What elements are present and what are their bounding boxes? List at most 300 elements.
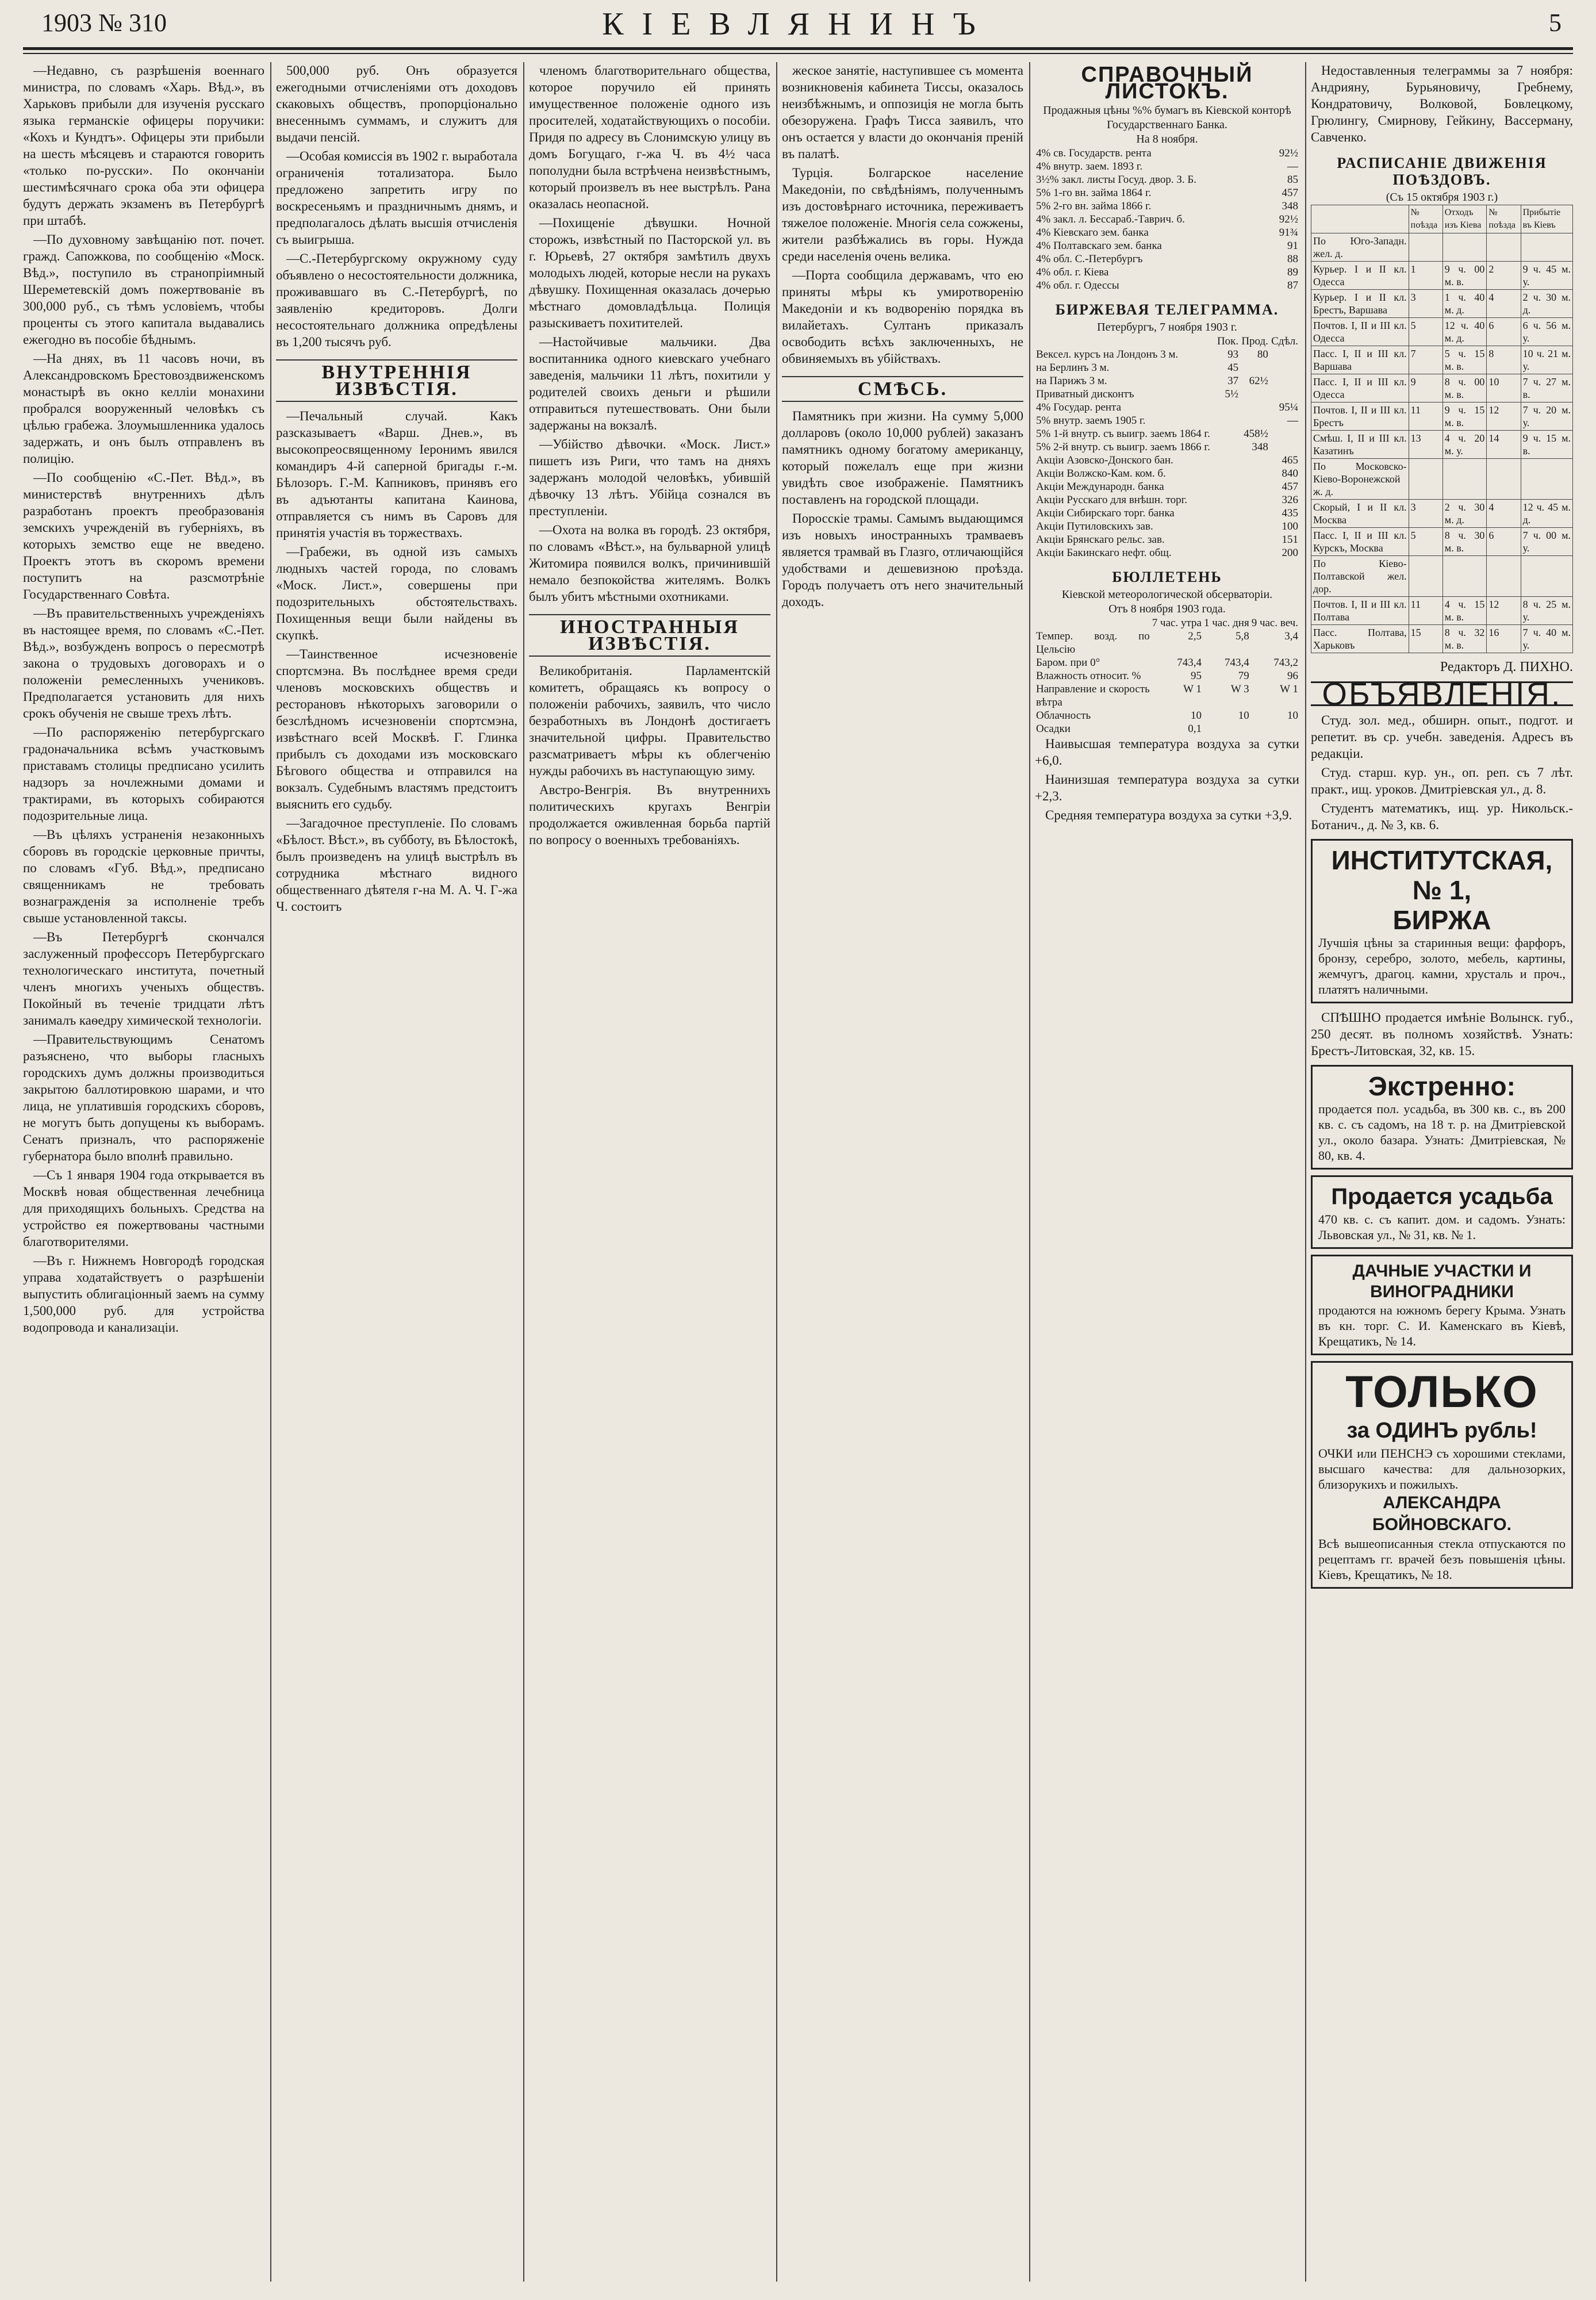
price-row <box>1035 186 1299 200</box>
train-route: Курьер. I и II кл. Брестъ, Варшава <box>1311 290 1409 318</box>
security-name: 4% внутр. заем. 1893 г. <box>1036 160 1143 172</box>
bourse-row <box>1035 348 1299 361</box>
bourse-value: 95¼ <box>1279 401 1298 413</box>
schedule-col-header: № поѣзда <box>1409 205 1442 233</box>
issue-number: 1903 № 310 <box>41 9 167 37</box>
bourse-value <box>1215 401 1240 414</box>
train-cell: 3 <box>1409 290 1442 318</box>
train-cell: 9 <box>1409 374 1442 402</box>
security-price: 85 <box>1287 174 1298 186</box>
bourse-value <box>1215 480 1240 493</box>
article-paragraph: —Охота на волка въ городѣ. 23 октября, по словамъ «Вѣст.», на бульварной улицѣ Житомира появился волкъ, причинившій немало безпокойства жителямъ. Волкъ былъ убитъ мѣстными охотниками. <box>529 523 770 604</box>
train-route: Скорый, I и II кл. Москва <box>1311 500 1409 528</box>
train-cell: 16 <box>1487 625 1521 653</box>
bulletin-value: 79 <box>1238 670 1249 682</box>
bulletin-value <box>1203 722 1250 735</box>
bourse-date: Петербургъ, 7 ноября 1903 г. <box>1097 321 1237 334</box>
train-cell: 7 ч. 00 м. у. <box>1521 528 1572 556</box>
schedule-row <box>1311 556 1573 597</box>
bourse-row <box>1035 361 1299 374</box>
train-route: Почтов. I, II и III кл. Брестъ <box>1311 402 1409 431</box>
bourse-name: на Парижъ 3 м. <box>1036 375 1107 387</box>
only-title: ТОЛЬКО <box>1345 1366 1539 1417</box>
article-paragraph: —По сообщенію «С.-Пет. Вѣд.», въ министерствѣ внутреннихъ дѣлъ разработанъ проектъ преобразованія земскихъ учрежденій въ губерніяхъ, въ которыхъ земство еще не введено. Проектъ этотъ въ скоромъ времени поступитъ на разсмотрѣніе Государственнаго Совѣта. <box>23 470 264 601</box>
bourse-name: 5% 2-й внутр. съ выигр. заемъ 1866 г. <box>1036 441 1210 453</box>
article-paragraph: —Порта сообщила державамъ, что ею приняты мѣры къ умиротворенію Македоніи и къ водворенію порядка въ вилайетахъ. Султанъ приказалъ освободить всѣхъ заключенныхъ, не обвиняемыхъ въ убійствахъ. <box>782 268 1023 366</box>
train-cell <box>1487 233 1521 262</box>
securities-price-table <box>1035 147 1299 292</box>
institutskaya-ad <box>1311 839 1573 1003</box>
train-cell: 4 <box>1487 290 1521 318</box>
bulletin-header-row <box>1035 616 1299 630</box>
train-route: По Юго-Западн. жел. д. <box>1311 233 1409 262</box>
security-name: 5% 1-го вн. займа 1864 г. <box>1036 187 1152 199</box>
bulletin-value: W 3 <box>1230 683 1249 695</box>
train-cell: 2 ч. 30 м. д. <box>1521 290 1572 318</box>
column-divider <box>270 62 271 2282</box>
bourse-value <box>1215 546 1240 559</box>
bulletin-row <box>1035 630 1299 656</box>
bourse-value <box>1240 493 1269 507</box>
schedule-row <box>1311 346 1573 374</box>
article-paragraph: Австро-Венгрія. Въ внутреннихъ политическихъ кругахъ Венгріи продолжается оживленная борьба партій по вопросу о военныхъ требованіяхъ. <box>529 783 770 847</box>
bulletin-param: Темпер. возд. по Цельсію <box>1036 630 1150 656</box>
urgent-text: продается пол. усадьба, въ 300 кв. с., въ 200 кв. с. съ садомъ, на 18 т. р. на Дмитріевской ул., около базара. Узнать: Дмитріевская, № 80, кв. 4. <box>1318 1102 1566 1163</box>
security-price: 457 <box>1282 187 1298 199</box>
bourse-name: Акціи Путиловскихъ зав. <box>1036 520 1153 532</box>
train-cell: 9 ч. 00 м. в. <box>1442 262 1487 290</box>
bourse-value <box>1240 533 1269 546</box>
classified-ad: Студентъ математикъ, ищ. ур. Никольск.-Ботанич., д. № 3, кв. 6. <box>1311 801 1573 832</box>
bourse-value: 100 <box>1282 520 1298 532</box>
section-heading: ВНУТРЕННІЯ ИЗВѢСТІЯ. <box>276 359 517 402</box>
bourse-row <box>1035 533 1299 546</box>
bulletin-value: 10 <box>1287 710 1298 722</box>
article-paragraph: —Загадочное преступленіе. По словамъ «Бѣлост. Вѣст.», въ субботу, въ Бѣлостокѣ, былъ произведенъ на улицѣ выстрѣлъ въ сотрудника мѣстнаго видного общественнаго дѣятеля г-на М. А. Ч. Г-жа Ч. состоитъ <box>276 816 517 914</box>
bulletin-note: Наинизшая температура воздуха за сутки +2,3. <box>1035 772 1299 803</box>
train-route: Курьер. I и II кл. Одесса <box>1311 262 1409 290</box>
page-number: 5 <box>1549 9 1562 37</box>
train-cell <box>1409 459 1442 500</box>
bourse-row <box>1035 493 1299 507</box>
bourse-name: на Берлинъ 3 м. <box>1036 362 1110 374</box>
price-row <box>1035 173 1299 186</box>
train-route: Пасс. Полтава, Харьковъ <box>1311 625 1409 653</box>
train-cell: 14 <box>1487 431 1521 459</box>
train-route: Пасс. I, II и III кл. Варшава <box>1311 346 1409 374</box>
train-cell: 3 <box>1409 500 1442 528</box>
estate-ad <box>1311 1175 1573 1249</box>
undelivered-telegrams: Недоставленныя телеграммы за 7 ноября: Андрияну, Бурьяновичу, Гребнему, Кондратовичу, Волковой, Бовлецкому, Грюлингу, Смирнову, Гейкину, Вассерману, Савченко. <box>1311 63 1573 144</box>
bourse-value <box>1240 388 1269 401</box>
column-divider <box>1305 62 1306 2282</box>
train-cell: 6 ч. 56 м. у. <box>1521 318 1572 346</box>
train-cell <box>1487 459 1521 500</box>
bourse-value <box>1215 454 1240 467</box>
article-paragraph: —Правительствующимъ Сенатомъ разъяснено, что выборы гласныхъ городскихъ думъ должны производиться закрытою баллотировкою шарами, и что лица, не уплатившія городскихъ сборовъ, не могутъ быть допущены къ выборамъ. Сенатъ призналъ, что распоряженіе губернатора было вполнѣ правильно. <box>23 1032 264 1163</box>
bourse-row <box>1035 374 1299 388</box>
security-price: 92½ <box>1279 147 1298 159</box>
train-cell <box>1409 233 1442 262</box>
article-paragraph: членомъ благотворительнаго общества, которое поручило ей принять имущественное положеніе одного изъ просителей, ходатайствующихъ о пособіи. Придя по адресу въ Слонимскую улицу въ домъ Богущаго, г-жа Ч. въ 4½ часа пополудни была встрѣчена неизвѣстнымъ, который произвелъ въ нее выстрѣлъ. Рана оказалась неопасной. <box>529 63 770 211</box>
article-paragraph: 500,000 руб. Онъ образуется ежегодными отчисленіями отъ доходовъ скаковыхъ обществъ, пропорціонально внесеннымъ суммамъ, и служитъ для выдачи пенсій. <box>276 63 517 144</box>
bourse-row <box>1035 520 1299 533</box>
security-name: 5% 2-го вн. займа 1866 г. <box>1036 200 1152 212</box>
bulletin-date: Отъ 8 ноября 1903 года. <box>1108 603 1226 615</box>
train-cell <box>1487 556 1521 597</box>
bourse-value <box>1215 493 1240 507</box>
train-cell: 7 ч. 27 м. в. <box>1521 374 1572 402</box>
train-route: Пасс. I, II и III кл. Курскъ, Москва <box>1311 528 1409 556</box>
urgent-estate-ad: СПѢШНО продается имѣніе Волынск. губ., 250 десят. въ полномъ хозяйствѣ. Узнать: Брестъ-Литовская, 32, кв. 15. <box>1311 1010 1573 1058</box>
bourse-row <box>1035 507 1299 520</box>
train-cell: 13 <box>1409 431 1442 459</box>
train-cell: 7 <box>1409 346 1442 374</box>
bourse-value <box>1240 546 1269 559</box>
bourse-name: Акціи Сибирскаго торг. банка <box>1036 507 1175 519</box>
security-name: 4% Кіевскаго зем. банка <box>1036 227 1149 239</box>
bourse-title: БИРЖЕВАЯ ТЕЛЕГРАММА. <box>1055 301 1279 318</box>
train-cell: 2 <box>1487 262 1521 290</box>
column-2 <box>276 62 517 2282</box>
train-cell: 8 ч. 32 м. в. <box>1442 625 1487 653</box>
dachas-ad <box>1311 1255 1573 1355</box>
security-price: 89 <box>1287 266 1298 278</box>
bourse-value: 37 <box>1227 375 1239 387</box>
train-cell: 12 ч. 40 м. д. <box>1442 318 1487 346</box>
bourse-table <box>1035 335 1299 559</box>
bourse-value: 457 <box>1282 481 1298 493</box>
schedule-row <box>1311 318 1573 346</box>
bourse-value <box>1269 388 1299 401</box>
urgent-ad <box>1311 1065 1573 1170</box>
section-heading: ИНОСТРАННЫЯ ИЗВѢСТІЯ. <box>529 614 770 657</box>
column-3 <box>529 62 770 2282</box>
schedule-row <box>1311 431 1573 459</box>
train-route: Почтов. I, II и III кл. Одесса <box>1311 318 1409 346</box>
bourse-value <box>1215 533 1240 546</box>
security-name: 4% Полтавскаго зем. банка <box>1036 240 1162 252</box>
train-cell <box>1442 459 1487 500</box>
bulletin-row <box>1035 656 1299 669</box>
train-cell <box>1442 556 1487 597</box>
bulletin-value: 96 <box>1287 670 1298 682</box>
bulletin-value: W 1 <box>1280 683 1298 695</box>
weather-bulletin-table <box>1035 616 1299 735</box>
bourse-value: 326 <box>1282 494 1298 506</box>
train-cell: 12 <box>1487 597 1521 625</box>
schedule-col-header: Отходъ изъ Кіева <box>1442 205 1487 233</box>
price-row <box>1035 226 1299 239</box>
bourse-value <box>1269 427 1299 440</box>
schedule-row <box>1311 459 1573 500</box>
classified-ads <box>1311 712 1573 833</box>
price-row <box>1035 266 1299 279</box>
train-cell: 11 <box>1409 597 1442 625</box>
bourse-value <box>1269 374 1299 388</box>
article-paragraph: —Настойчивые мальчики. Два воспитанника одного киевскаго учебнаго заведенія, мальчики 11 лѣтъ, похитили у родителей своихъ деньги и рѣшили отправиться путешествовать. Они были задержаны на вокзалѣ. <box>529 335 770 432</box>
reference-column <box>1035 62 1299 2282</box>
security-price: 91 <box>1287 240 1298 252</box>
article-paragraph: —С.-Петербургскому окружному суду объявлено о несостоятельности должника, проживавшаго въ С.-Петербургѣ, по заявленію кредиторовъ. Долги несостоятельнаго должника опредѣлены въ 1,200 тысячъ руб. <box>276 251 517 349</box>
dachas-title: ДАЧНЫЕ УЧАСТКИ И ВИНОГРАДНИКИ <box>1352 1262 1532 1301</box>
bourse-row <box>1035 467 1299 480</box>
column-divider <box>523 62 524 2282</box>
article-paragraph: —Особая комиссія въ 1902 г. выработала ограниченія тотализатора. Было предложено запретить игру по воскресеньямъ и праздничнымъ днямъ, и предполагалось дѣлать высшія отчисленія съ выигрыша. <box>276 149 517 247</box>
bulletin-note: Наивысшая температура воздуха за сутки +6,0. <box>1035 737 1299 768</box>
price-row <box>1035 213 1299 226</box>
train-cell: 15 <box>1409 625 1442 653</box>
train-route: Почтов. I, II и III кл. Полтава <box>1311 597 1409 625</box>
security-name: 4% обл. г. Одессы <box>1036 279 1119 292</box>
bourse-value: 151 <box>1282 534 1298 546</box>
price-row <box>1035 160 1299 173</box>
bourse-value <box>1215 440 1240 454</box>
article-paragraph: —На днях, въ 11 часовъ ночи, въ Александровскомъ Брестовоздвиженскомъ монастырѣ въ окно келліи монахини пробрался вооруженный человѣкъ съ цѣлью грабежа. Злоумышленника удалось задержать, и онъ былъ отправленъ въ полицію. <box>23 351 264 466</box>
bourse-value <box>1269 361 1299 374</box>
schedule-row <box>1311 233 1573 262</box>
price-row <box>1035 279 1299 292</box>
bulletin-param: Направление и скорость вѣтра <box>1036 683 1150 708</box>
only-subtitle: за ОДИНЪ рубль! <box>1346 1419 1537 1443</box>
bourse-row <box>1035 401 1299 414</box>
security-price: 348 <box>1282 200 1298 212</box>
column-1 <box>23 62 264 2282</box>
article-paragraph: Поросскіе трамы. Самымъ выдающимся изъ новыхъ иностранныхъ трамваевъ является трамвай въ Глазго, отличающійся удобствами и дешевизною проѣзда. Городъ получаетъ отъ него значительный доходъ. <box>782 511 1023 609</box>
bourse-value: 5½ <box>1225 388 1239 400</box>
security-price: — <box>1287 160 1298 172</box>
bulletin-value: 743,4 <box>1177 657 1202 669</box>
schedule-title: РАСПИСАНІЕ ДВИЖЕНІЯ ПОѢЗДОВЪ. <box>1337 155 1547 188</box>
train-cell: 10 <box>1487 374 1521 402</box>
bulletin-value: 10 <box>1190 710 1202 722</box>
bourse-value: 348 <box>1252 441 1268 453</box>
security-name: 3½% закл. листы Госуд. двор. З. Б. <box>1036 174 1197 186</box>
bourse-col-header: Прод. <box>1241 335 1268 347</box>
article-paragraph: —Таинственное исчезновеніе спортсмэна. Въ послѣднее время среди членовъ московскихъ обществъ и ресторановъ нѣкоторыхъ заговорили о безслѣдномъ исчезновеніи спортсмэна, извѣстнаго всей Москвѣ. Г. Глинка прибылъ съ доходами изъ московскаго Бѣгового общества и отправился на вокзалъ. Судебнымъ властямъ предстоитъ выяснить его судьбу. <box>276 647 517 811</box>
schedule-row <box>1311 500 1573 528</box>
train-cell: 9 ч. 15 м. в. <box>1521 431 1572 459</box>
bulletin-value: W 1 <box>1183 683 1202 695</box>
schedule-row <box>1311 402 1573 431</box>
bourse-value <box>1269 440 1299 454</box>
bulletin-value: 743,4 <box>1224 657 1249 669</box>
bourse-value <box>1240 401 1269 414</box>
bourse-name: Акціи Азовско-Донского бан. <box>1036 454 1173 466</box>
bulletin-value <box>1250 722 1299 735</box>
security-name: 4% закл. л. Бессараб.-Таврич. б. <box>1036 213 1185 225</box>
bourse-value <box>1215 520 1240 533</box>
bourse-name: Акціи Международн. банка <box>1036 481 1164 493</box>
bourse-value: 840 <box>1282 467 1298 480</box>
security-price: 88 <box>1287 253 1298 265</box>
institutskaya-text: Лучшія цѣны за старинныя вещи: фарфоръ, бронзу, серебро, золото, мебель, картины, жемчугъ, драгоц. камни, хрусталь и проч., платятъ наличными. <box>1318 936 1566 996</box>
schedule-col-header: № поѣзда <box>1487 205 1521 233</box>
train-cell: 6 <box>1487 528 1521 556</box>
bourse-name: 5% 1-й внутр. съ выигр. заемъ 1864 г. <box>1036 428 1210 440</box>
bourse-value <box>1215 427 1240 440</box>
train-cell: 4 <box>1487 500 1521 528</box>
train-cell: 7 ч. 20 м. у. <box>1521 402 1572 431</box>
bourse-value <box>1240 414 1269 427</box>
estate-title: Продается усадьба <box>1331 1184 1553 1209</box>
only-text: ОЧКИ или ПЕНСНЭ съ хорошими стеклами, высшаго качества: для дальнозорких, близорукихъ и пожилыхъ. <box>1318 1446 1566 1492</box>
train-cell: 1 ч. 40 м. д. <box>1442 290 1487 318</box>
classified-ad: Студ. старш. кур. ун., оп. реп. съ 7 лѣт. практ., ищ. уроков. Дмитріевская ул., д. 8. <box>1311 765 1573 796</box>
bourse-col-header: Сдѣл. <box>1271 335 1298 347</box>
bourse-header-row <box>1035 335 1299 348</box>
bourse-name: 4% Государ. рента <box>1036 401 1122 413</box>
bulletin-row <box>1035 683 1299 709</box>
bourse-value: 435 <box>1282 507 1298 519</box>
bulletin-title: БЮЛЛЕТЕНЬ <box>1112 569 1222 585</box>
newspaper-title: КІЕВЛЯНИНЪ <box>602 6 994 42</box>
schedule-header-row <box>1311 205 1573 233</box>
price-row <box>1035 252 1299 266</box>
optician-text: Всѣ вышеописанныя стекла отпускаются по рецептамъ гг. врачей безъ повышенія цѣны. Кіевъ, Крещатикъ, № 18. <box>1318 1536 1566 1582</box>
train-cell: 8 <box>1487 346 1521 374</box>
train-cell: 9 ч. 45 м. у. <box>1521 262 1572 290</box>
article-paragraph: Памятникъ при жизни. На сумму 5,000 долларовъ (около 10,000 рублей) заказанъ памятникъ одному богатому американцу, который пожелалъ еще при жизни увидѣть свое изображеніе. Памятникъ поставленъ на городской площади. <box>782 409 1023 507</box>
article-paragraph: —Въ цѣляхъ устраненія незаконныхъ сборовъ въ городскіе церковные причты, по словамъ «Губ. Вѣд.», предписано священникамъ не требовать вознагражденія за исполненіе требъ свыше установленной таксы. <box>23 827 264 925</box>
article-paragraph: —По духовному завѣщанію пот. почет. гражд. Сапожкова, по сообщенію «Моск. Вѣд.», поступило въ странопріимный Шереметевскій домъ пожертвованіе въ 300,000 руб., съ тѣмъ условіемъ, чтобы проценты съ этого капитала выдавались ежегодно въ пособіе бѣднымъ. <box>23 232 264 347</box>
birzha-title: БИРЖА <box>1392 905 1491 935</box>
security-name: 4% св. Государств. рента <box>1036 147 1152 159</box>
bourse-row <box>1035 388 1299 401</box>
bourse-name: Вексел. курсъ на Лондонъ 3 м. <box>1036 348 1179 361</box>
bulletin-note: Средняя температура воздуха за сутки +3,9. <box>1045 808 1292 822</box>
bourse-row <box>1035 480 1299 493</box>
schedule-row <box>1311 528 1573 556</box>
security-price: 91¾ <box>1279 227 1298 239</box>
train-cell: 8 ч. 00 м. в. <box>1442 374 1487 402</box>
bourse-name: 5% внутр. заемъ 1905 г. <box>1036 415 1146 427</box>
editor-line: Редакторъ Д. ПИХНО. <box>1440 660 1573 674</box>
section-heading: СМѢСЬ. <box>782 376 1023 402</box>
train-cell: 1 <box>1409 262 1442 290</box>
bulletin-value: 2,5 <box>1188 630 1202 642</box>
bourse-value: 200 <box>1282 547 1298 559</box>
bulletin-value: 743,2 <box>1273 657 1298 669</box>
article-paragraph: —Въ г. Нижнемъ Новгородѣ городская управа ходатайствуетъ о разрѣшеніи выпустить облигаціонный заемъ на сумму 1,500,000 руб. для устройства водопровода и канализаціи. <box>23 1254 264 1335</box>
article-paragraph: —Грабежи, въ одной изъ самыхъ людныхъ частей города, по словамъ «Моск. Лист.», совершены при подозрительныхъ обстоятельствахъ. Похищенныя вещи были найдены въ скупкѣ. <box>276 545 517 642</box>
train-cell <box>1521 233 1572 262</box>
article-paragraph: —Съ 1 января 1904 года открывается въ Москвѣ новая общественная лечебница для приходящихъ больныхъ. Средства на устройство ея пожертвованы частными благотворителями. <box>23 1168 264 1249</box>
article-paragraph: —Недавно, съ разрѣшенія военнаго министра, по словамъ «Харь. Вѣд.», въ Харьковъ прибыли для изученія русскаго языка германскіе офицеры поручики: «Кохъ и Кундтъ». Офицеры эти прибыли на шесть мѣсяцевъ и стараются говорить «только по-русски». По окончаніи шестимѣсячнаго срока оба эти офицера будутъ держать экзаменъ въ Петербургѣ при штабѣ. <box>23 63 264 228</box>
schedule-subtitle: (Съ 15 октября 1903 г.) <box>1386 191 1498 204</box>
train-cell: 5 <box>1409 318 1442 346</box>
schedule-row <box>1311 290 1573 318</box>
train-route: Пасс. I, II и III кл. Одесса <box>1311 374 1409 402</box>
price-row <box>1035 147 1299 160</box>
bourse-value <box>1240 507 1269 520</box>
bourse-value <box>1215 414 1240 427</box>
bourse-row <box>1035 546 1299 559</box>
bourse-row <box>1035 427 1299 440</box>
estate-text: 470 кв. с. съ капит. дом. и садомъ. Узнать: Львовская ул., № 31, кв. № 1. <box>1318 1212 1566 1242</box>
bulletin-col-header: 1 час. дня <box>1203 617 1249 629</box>
bourse-value <box>1269 348 1299 361</box>
bourse-name: Приватный дисконтъ <box>1036 388 1134 400</box>
bourse-name: Акціи Волжско-Кам. ком. б. <box>1036 467 1166 480</box>
security-price: 92½ <box>1279 213 1298 225</box>
urgent-title: Экстренно: <box>1368 1071 1516 1101</box>
bourse-row <box>1035 454 1299 467</box>
bulletin-col-header: 7 час. утра <box>1152 617 1202 629</box>
bulletin-value: 3,4 <box>1284 630 1298 642</box>
bourse-value <box>1240 361 1269 374</box>
train-cell: 2 ч. 30 м. д. <box>1442 500 1487 528</box>
train-cell <box>1442 233 1487 262</box>
bulletin-subtitle: Кіевской метеорологической обсерваторіи. <box>1061 588 1273 601</box>
schedule-header-blank <box>1311 205 1409 233</box>
bourse-value: 45 <box>1227 362 1239 374</box>
article-paragraph: —По распоряженію петербургскаго градоначальника всѣмъ участковымъ приставамъ столицы предписано усилить надзоръ за ночлежными домами и трактирами, въ которыхъ собираются подозрительные лица. <box>23 725 264 823</box>
institutskaya-title: ИНСТИТУТСКАЯ, № 1, <box>1331 845 1553 905</box>
reference-title: СПРАВОЧНЫЙ ЛИСТОКЪ. <box>1081 63 1253 103</box>
article-paragraph: —Въ Петербургѣ скончался заслуженный профессоръ Петербургскаго технологическаго института, почетный членъ многихъ ученыхъ обществъ. Покойный въ теченіе тридцати лѣтъ занималъ каѳедру химической технологіи. <box>23 930 264 1028</box>
bulletin-param: Баром. при 0° <box>1036 657 1100 669</box>
bourse-name: Акціи Брянскаго рельс. зав. <box>1036 534 1165 546</box>
train-route: По Московско-Кіево-Воронежской ж. д. <box>1311 459 1409 500</box>
bourse-value: 62½ <box>1249 375 1268 387</box>
classified-ad: Студ. зол. мед., обширн. опыт., подгот. и репетит. въ ср. учебн. заведенія. Адресъ въ редакціи. <box>1311 713 1573 761</box>
article-paragraph: Великобританія. Парламентскій комитетъ, обращаясь къ вопросу о положеніи рабочихъ, заявилъ, что число безработныхъ въ Лондонѣ достигаетъ значительной цифры. Правительство разсматриваетъ мѣры къ облегченію нужды рабочихъ въ наступающую зиму. <box>529 664 770 778</box>
train-cell: 11 <box>1409 402 1442 431</box>
column-divider <box>776 62 777 2282</box>
reference-date: На 8 ноября. <box>1136 133 1198 145</box>
bulletin-row <box>1035 669 1299 683</box>
bourse-value: — <box>1287 415 1298 427</box>
schedule-row <box>1311 374 1573 402</box>
bourse-value: 465 <box>1282 454 1298 466</box>
ads-column <box>1311 62 1573 2282</box>
train-cell: 8 ч. 30 м. в. <box>1442 528 1487 556</box>
train-schedule-table <box>1311 205 1573 653</box>
bulletin-row <box>1035 722 1299 735</box>
bourse-value <box>1240 480 1269 493</box>
bourse-value <box>1240 454 1269 467</box>
train-route: По Кіево-Полтавской жел. дор. <box>1311 556 1409 597</box>
train-cell <box>1409 556 1442 597</box>
optician-name: АЛЕКСАНДРА БОЙНОВСКАГО. <box>1372 1493 1511 1534</box>
train-cell: 4 ч. 20 м. у. <box>1442 431 1487 459</box>
schedule-row <box>1311 625 1573 653</box>
bourse-name: Акціи Русскаго для внѣшн. торг. <box>1036 494 1188 506</box>
bourse-header-blank <box>1035 335 1215 348</box>
dachas-text: продаются на южномъ берегу Крыма. Узнать въ кн. торг. С. И. Каменскаго въ Кіевѣ, Крещатикъ, № 14. <box>1318 1303 1566 1348</box>
article-paragraph: Турція. Болгарское население Македоніи, по свѣдѣніямъ, полученнымъ изъ достовѣрнаго источника, переживаетъ тяжелое положеніе. Многія села сожжены, жители разбѣжались въ горы. Нужда среди населенія очень велика. <box>782 166 1023 263</box>
security-name: 4% обл. г. Кіева <box>1036 266 1109 278</box>
train-cell: 5 ч. 15 м. в. <box>1442 346 1487 374</box>
bulletin-param: Облачность <box>1036 710 1091 722</box>
train-cell <box>1521 459 1572 500</box>
train-cell: 12 <box>1487 402 1521 431</box>
train-cell: 10 ч. 21 м. у. <box>1521 346 1572 374</box>
column-divider <box>1029 62 1030 2282</box>
reference-subtitle: Продажныя цѣны %% бумагъ въ Кіевской конторѣ Государственнаго Банка. <box>1043 104 1291 131</box>
bourse-value <box>1240 467 1269 480</box>
bulletin-param: Осадки <box>1036 723 1071 735</box>
train-cell: 5 <box>1409 528 1442 556</box>
train-cell <box>1521 556 1572 597</box>
article-paragraph: —Печальный случай. Какъ разсказываетъ «Варш. Днев.», въ высокопреосвященному Іеронимъ явился командиръ 4-й саперной бригады г.-м. Бѣлозоръ. Г.-М. Капниковъ, принявъ его въ адъютанты капитана Каинова, отправляется съ нимъ въ Саровъ для принятія участія въ торжествахъ. <box>276 409 517 540</box>
security-price: 87 <box>1287 279 1298 292</box>
article-paragraph: —Убійство дѣвочки. «Моск. Лист.» пишетъ изъ Риги, что тамъ на дняхъ задержанъ молодой человѣкъ, убившій дѣвочку 13 лѣтъ. Убійца сознался въ преступленіи. <box>529 437 770 518</box>
train-cell: 12 ч. 45 м. д. <box>1521 500 1572 528</box>
price-row <box>1035 239 1299 252</box>
bulletin-header-blank <box>1035 616 1151 630</box>
